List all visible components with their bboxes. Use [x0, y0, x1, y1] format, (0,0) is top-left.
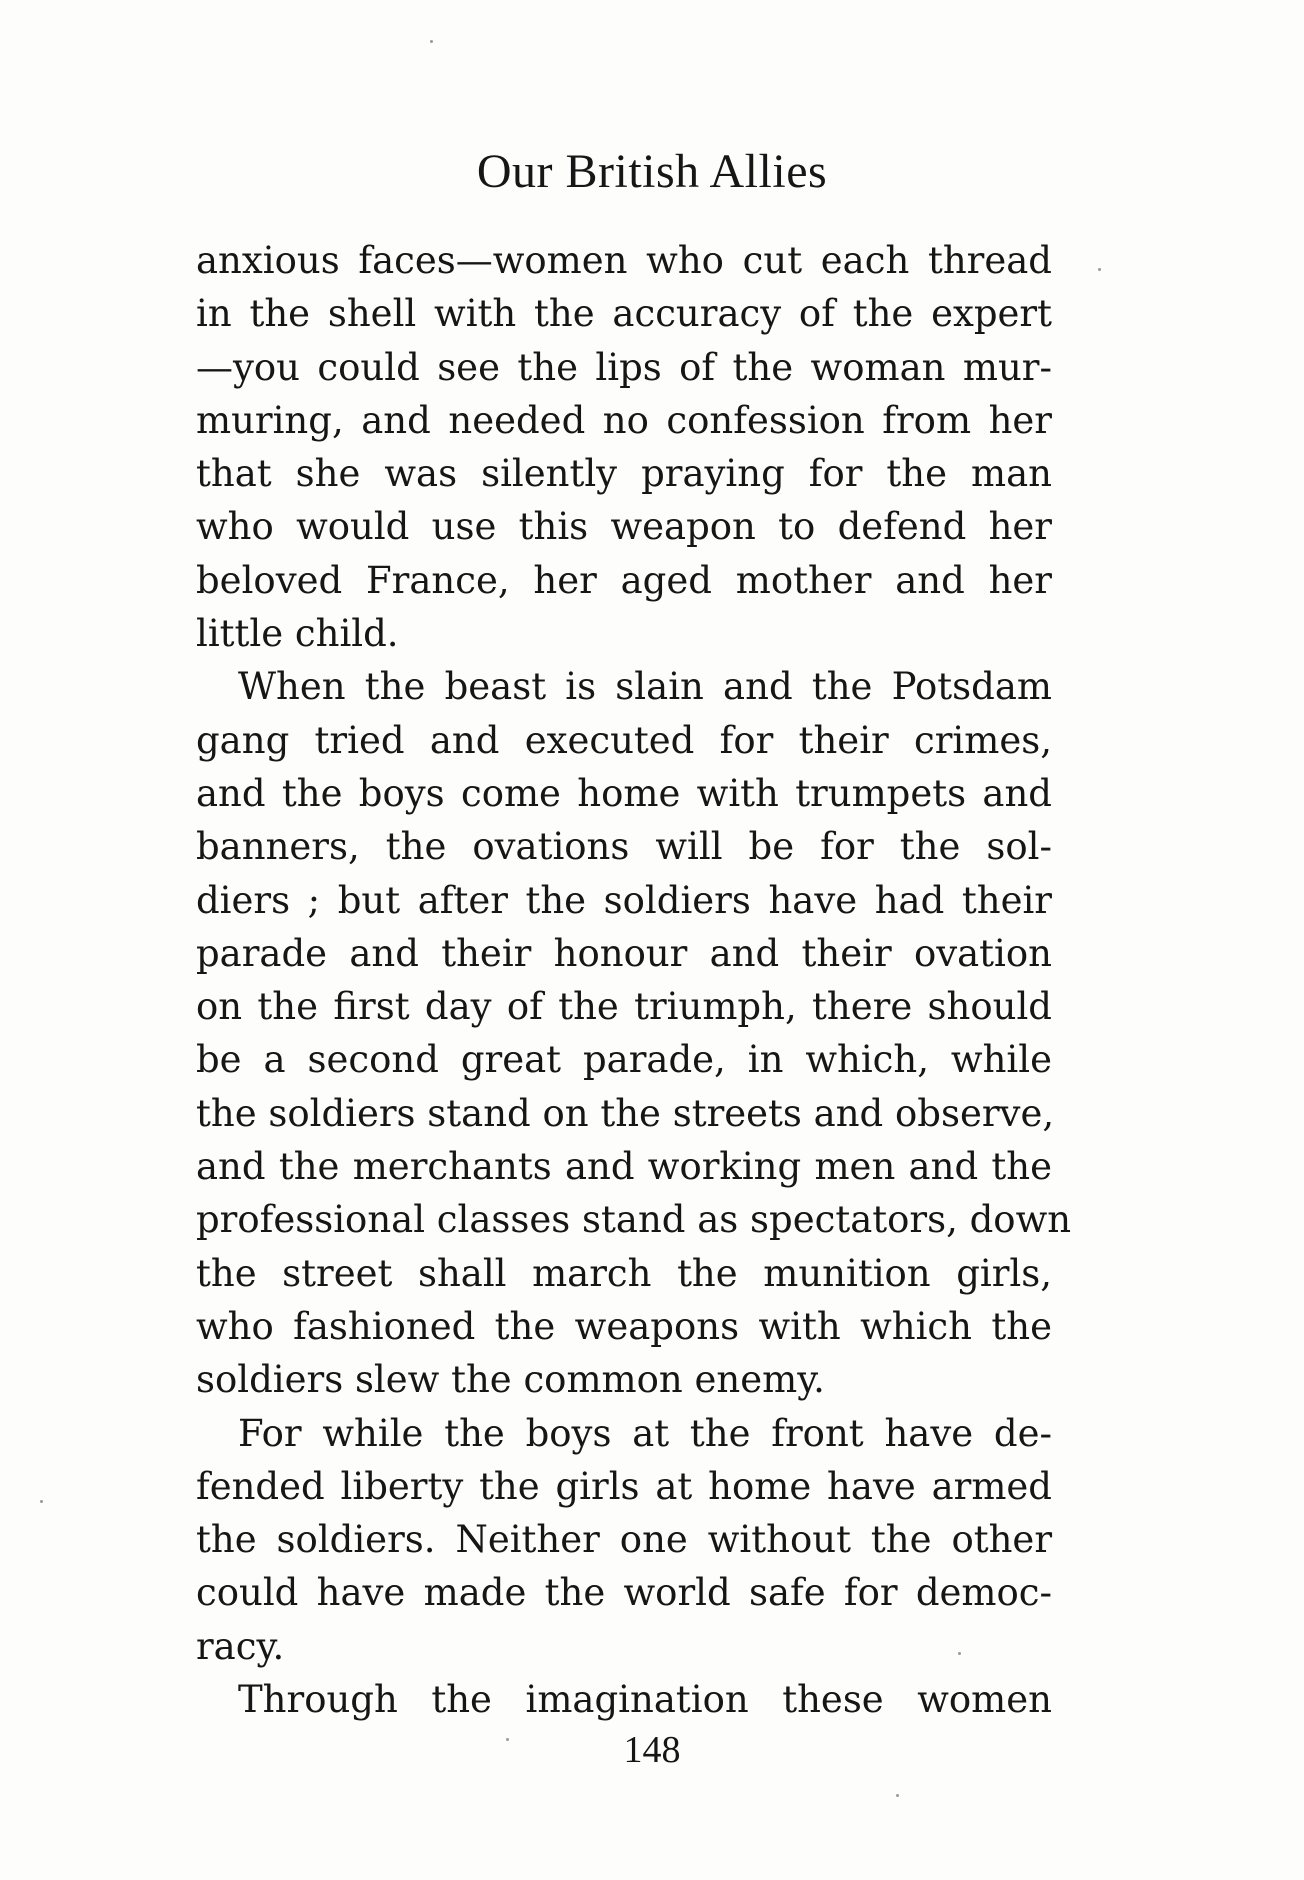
text-line: muring, and needed no confession from her: [196, 398, 1052, 442]
text-line: —you could see the lips of the woman mur-: [196, 345, 1052, 389]
text-line: When the beast is slain and the Potsdam: [238, 665, 1052, 709]
text-line: professional classes stand as spectators, down: [196, 1198, 1072, 1242]
scan-speck: [896, 1794, 899, 1797]
text-line: diers ; but after the soldiers have had their: [196, 878, 1052, 922]
scan-speck: [506, 1738, 509, 1741]
text-line: fended liberty the girls at home have armed: [196, 1464, 1052, 1508]
text-line: For while the boys at the front have de-: [238, 1411, 1052, 1455]
paragraph: [196, 1673, 1052, 1726]
text-line: gang tried and executed for their crimes,: [196, 718, 1052, 762]
text-line: and the boys come home with trumpets and: [196, 771, 1052, 815]
paragraph: [196, 660, 1072, 1406]
paragraph: [196, 234, 1052, 660]
text-line: could have made the world safe for democ-: [196, 1571, 1052, 1615]
text-line: beloved France, her aged mother and her: [196, 558, 1052, 602]
running-head: Our British Allies: [476, 145, 828, 198]
text-line: be a second great parade, in which, while: [196, 1038, 1052, 1082]
text-line: the soldiers stand on the streets and observe,: [196, 1091, 1055, 1135]
text-line: anxious faces—women who cut each thread: [196, 239, 1052, 282]
text-line: banners, the ovations will be for the sol-: [196, 825, 1052, 869]
text-line: racy.: [196, 1624, 285, 1668]
text-line: in the shell with the accuracy of the expert: [196, 292, 1052, 336]
paragraph: [196, 1407, 1052, 1673]
text-line: that she was silently praying for the man: [196, 452, 1052, 496]
text-line: Through the imagination these women: [238, 1678, 1052, 1722]
scan-speck: [430, 40, 433, 43]
text-line: on the first day of the triumph, there should: [196, 985, 1052, 1029]
text-line: little child.: [196, 612, 399, 656]
text-line: the street shall march the munition girls,: [196, 1251, 1052, 1295]
scan-speck: [958, 1652, 961, 1655]
text-line: who fashioned the weapons with which the: [196, 1304, 1052, 1348]
text-line: and the merchants and working men and the: [196, 1145, 1052, 1189]
text-line: parade and their honour and their ovation: [196, 931, 1052, 975]
body-text: [196, 234, 1072, 1726]
text-line: soldiers slew the common enemy.: [196, 1358, 825, 1402]
page-number: 148: [623, 1729, 681, 1771]
text-line: the soldiers. Neither one without the other: [196, 1518, 1052, 1562]
scan-speck: [1098, 268, 1101, 271]
text-line: who would use this weapon to defend her: [196, 505, 1052, 549]
scan-speck: [40, 1500, 43, 1503]
